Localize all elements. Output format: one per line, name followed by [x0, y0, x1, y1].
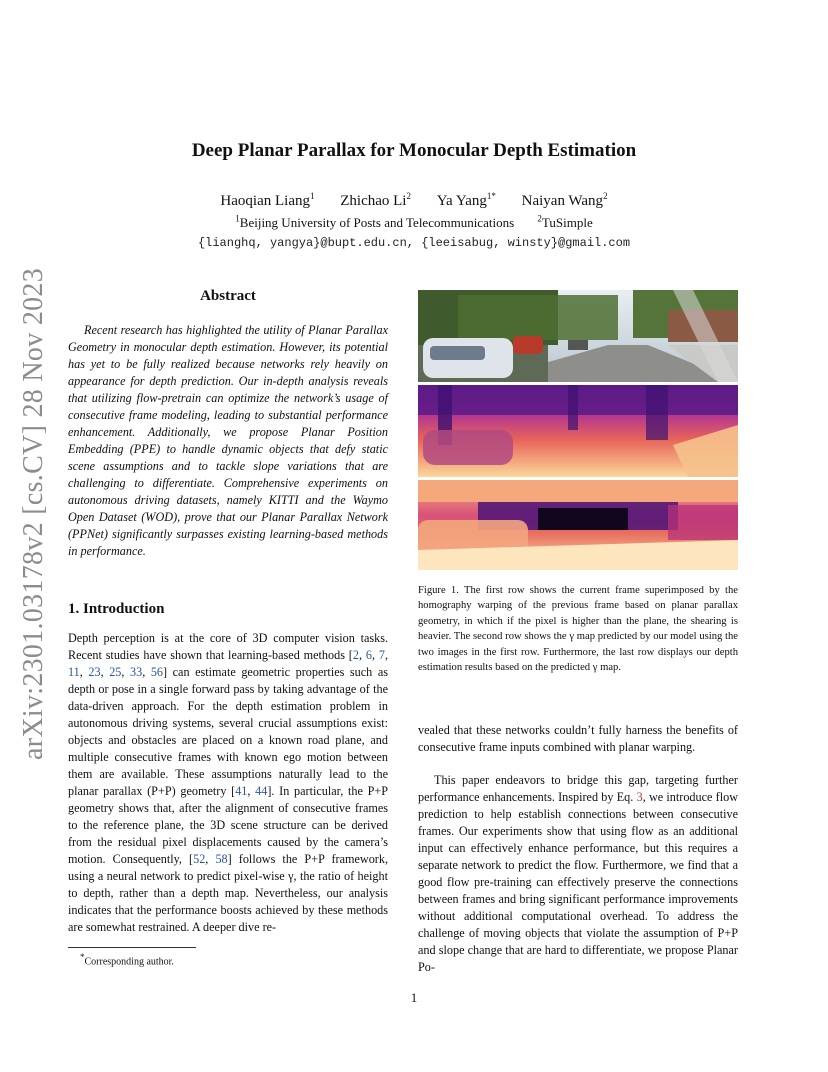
intro-paragraph: Depth perception is at the core of 3D computer vision tasks. Recent studies have shown that learning-based methods [2, 6, 7, 11, 23, 25, 33, 56] can estimate geometric properties such as depth or pose in a single forward pass by taking advantage of the data-driven approach. For the depth estimation problem in autonomous driving systems, several crucial assumptions exist: objects and obstacles are placed on a known road plane, and multiple consecutive frames with known ego motion between them are available. These assumptions naturally lead to the planar parallax (P+P) geometry [41, 44]. In particular, the P+P geometry shows that, after the alignment of consecutive frames to the reference plane, the 3D scene structure can be derived from the residual pixel displacements caused by the camera’s motion. Consequently, [52, 58] follows the P+P framework, using a neural network to predict pixel-wise γ, the ratio of height to depth, rather than a depth map. Nevertheless, our analysis indicates that the performance boosts achieved by these methods are somewhat restrained. A deeper dive re- — [68, 631, 389, 934]
paragraph: This paper endeavors to bridge this gap, targeting further performance enhancements. Inspired by Eq. 3, we introduce flow prediction to help establish connections between consecutive frames. Our experiments show that using flow as an additional input can effectively enhance performance, but this requires a separate network to predict the flow. Furthermore, we find that a good flow pre-training can effectively preserve the connections between frames and bring significant performance improvements without additional computational overhead. To address the challenge of moving objects that violate the assumption of P+P and slope change that are hard to differentiate, we propose Planar Po- — [418, 773, 738, 974]
author: Zhichao Li$^2$ — [340, 191, 411, 209]
arxiv-stamp: arXiv:2301.03178v2 [cs.CV] 28 Nov 2023 — [18, 267, 49, 760]
affiliation: $^2$TuSimple — [537, 214, 593, 231]
footnote-rule — [68, 947, 196, 948]
citation-link[interactable]: 6 — [365, 648, 372, 662]
figure-1 — [418, 290, 738, 570]
footnote: *Corresponding author. — [80, 952, 174, 968]
frame-overlay-image — [418, 290, 738, 382]
abstract-text: Recent research has highlighted the utility of Planar Parallax Geometry in monocular depth estimation. However, its potential has yet to be fully realized because networks rely heavily on appearance for depth prediction. Our in-depth analysis reveals that utilizing flow-pretrain can optimize the network’s usage of consecutive frame modeling, leading to substantial performance enhancement. Additionally, we propose Planar Position Embedding (PPE) to handle dynamic objects that defy static scene assumptions and to tackle slope variations that are challenging to differentiate. Comprehensive experiments on autonomous driving datasets, namely KITTI and the Waymo Open Dataset (WOD), prove that our Planar Parallax Network (PPNet) significantly surpasses existing learning-based methods in performance. — [68, 323, 388, 558]
figure-caption: Figure 1. The first row shows the current frame superimposed by the homography warping of the previous frame based on planar parallax geometry, in which if the pixel is higher than the plane, the shearing is heavier. The second row shows the γ map predicted by our model using the two images in the first row. Furthermore, the last row displays our depth estimation results based on the predicted γ map. — [418, 585, 738, 674]
equation-link[interactable]: 3 — [636, 790, 643, 804]
citation-link[interactable]: 2 — [352, 648, 359, 662]
citation-link[interactable]: 25 — [109, 665, 122, 679]
citation-link[interactable]: 52 — [193, 852, 206, 866]
author-list — [0, 191, 828, 210]
citation-link[interactable]: 56 — [150, 665, 163, 679]
abstract-heading: Abstract — [200, 288, 256, 304]
section-heading: 1. Introduction — [68, 601, 165, 617]
author: Naiyan Wang$^2$ — [521, 191, 608, 209]
affiliation: $^1$Beijing University of Posts and Telecommunications — [235, 214, 515, 231]
citation-link[interactable]: 58 — [215, 852, 228, 866]
author-emails: {lianghq, yangya}@bupt.edu.cn, {leeisabug, winsty}@gmail.com — [197, 236, 631, 250]
paragraph-continuation: vealed that these networks couldn’t fully harness the benefits of consecutive frame inputs combined with planar warping. — [418, 723, 738, 754]
author: Ya Yang$^{1*}$ — [436, 191, 496, 209]
citation-link[interactable]: 33 — [130, 665, 143, 679]
citation-link[interactable]: 44 — [255, 784, 268, 798]
citation-link[interactable]: 23 — [88, 665, 101, 679]
author: Haoqian Liang$^1$ — [220, 191, 315, 209]
depth-map-image — [418, 480, 738, 570]
citation-link[interactable]: 7 — [378, 648, 385, 662]
paper-title: Deep Planar Parallax for Monocular Depth Estimation — [191, 140, 637, 161]
gamma-map-image — [418, 385, 738, 477]
citation-link[interactable]: 41 — [235, 784, 248, 798]
citation-link[interactable]: 11 — [68, 665, 80, 679]
page-number: 1 — [410, 990, 418, 1005]
affiliations — [0, 214, 828, 231]
